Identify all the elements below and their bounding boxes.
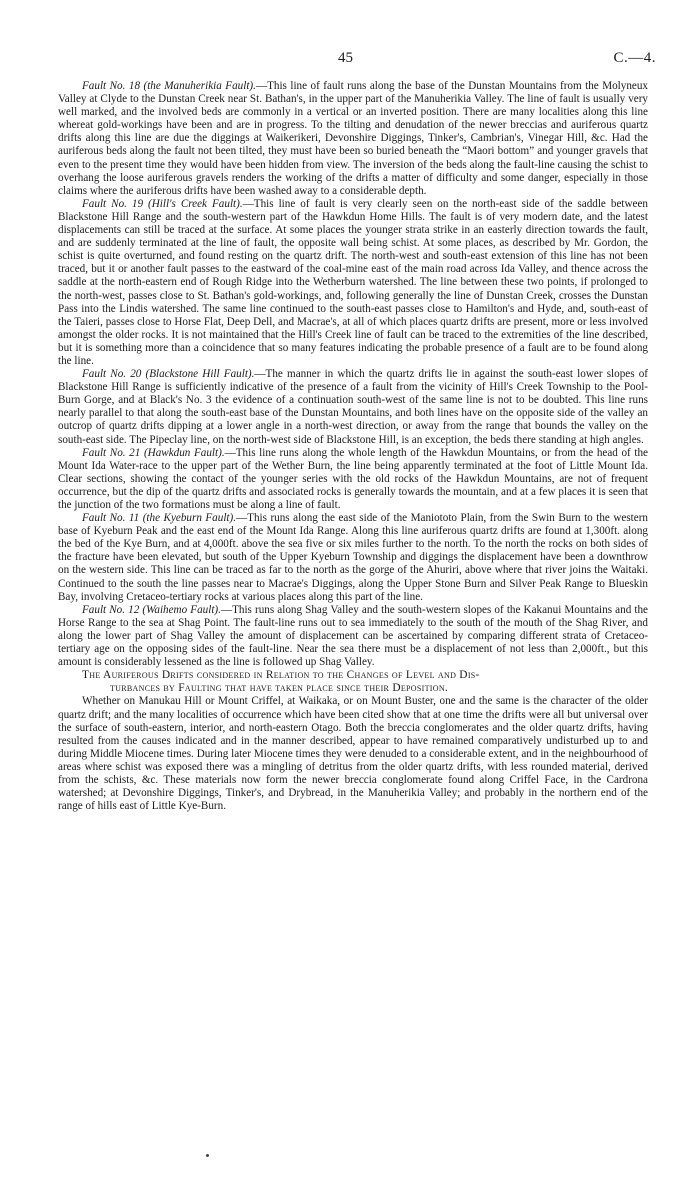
paragraph-title: Fault No. 11 (the Kyeburn Fault).: [82, 512, 237, 525]
paragraph-fault-11: [58, 512, 648, 604]
paragraph-text: —The manner in which the quartz drifts lie in against the south-east lower slopes of Blackstone Hill Range is sufficiently indicative of the presence of a fault from the vicinity of Hill's Creek Township to the Pool-Burn Gorge, and at Black's No. 3 the evidence of a continuation south-west of the same line is not to be doubted. This line runs nearly parallel to that along the south-east base of the Dunstan Mountains, and both lines have on the opposite side of the valley an outcrop of quartz drifts dipping at a lower angle in a north-west direction, or away from the range that bounds the valley on the south-east side. The Pipeclay line, on the north-west side of Blackstone Hill, is an exception, the beds there standing at high angles.: [58, 368, 648, 446]
section-heading-line-2: turbances by Faulting that have taken place since their Deposition.: [110, 682, 449, 695]
paragraph-fault-12: [58, 604, 648, 669]
paragraph-text: —This line runs along the whole length of the Hawkdun Mountains, or from the head of the Mount Ida Water-race to the upper part of the Wether Burn, the line being apparently terminated at the foot of Little Mount Ida. Clear sections, showing the contact of the younger series with the old rocks of the Hawkdun Mountains, are not of frequent occurrence, but the dip of the quartz drifts and associated rocks is generally towards the mountain, and at a few places it is seen that the junction of the two formations must be along a line of fault.: [58, 446, 648, 511]
paragraph-title: Fault No. 20 (Blackstone Hill Fault).: [82, 368, 255, 381]
paragraph-title: Fault No. 18 (the Manuherikia Fault).: [82, 80, 256, 92]
paragraph-text: —This runs along Shag Valley and the south-western slopes of the Kakanui Mountains and the Horse Range to the sea at Shag Point. The fault-line runs out to sea immediately to the south of the mouth of the Shag River, and along the lower part of Shag Valley the amount of displacement can be ascertained by comparing different strata of Cretaceo-tertiary age on the opposing sides of the fault-line. Near the sea there must be a displacement of not less than 2,000ft., but this amount is considerably lessened as the line is followed up Shag Valley.: [58, 603, 648, 669]
paragraph-text: —This runs along the east side of the Maniototo Plain, from the Swin Burn to the western base of Kyeburn Peak and the east end of the Mount Ida Range. Along this line auriferous quartz drifts are found at 1,300ft. along the bed of the Kye Burn, and at 4,000ft. above the sea five or six miles further to the north. To the north the rocks on both sides of the fracture have been elevated, but south of the Upper Kyeburn Township and diggings the displacement have been a downthrow on the western side. This line can be traced as far to the north as the gorge of the Ahuriri, above where that river joins the Waitaki. Continued to the south the line passes near to Macrae's Diggings, along the Upper Stone Burn and Silver Peak Range to Blueskin Bay, involving Cretaceo-tertiary rocks at various places along this part of the line.: [58, 512, 648, 603]
report-code: C.—4.: [613, 50, 656, 66]
page-number: 45: [338, 50, 353, 66]
paragraph-text: —This line of fault runs along the base of the Dunstan Mountains from the Molyneux Valley at Clyde to the Dunstan Creek near St. Bathan's, in the upper part of the Manuherikia Valley. The line of fault is usually very well marked, and the involved beds are commonly in a vertical or an inverted position. There are many localities along this line whereat gold-workings have been and are in progress. To the tilting and denudation of the newer breccias and auriferous quartz drifts along this line are due the diggings at Waikerikeri, Devonshire Diggings, Tinker's, Cambrian's, Vinegar Hill, &c. Had the auriferous beds along the fault not been tilted, they must have been so buried beneath the “Maori bottom” and younger gravels that even to the present time they would have been hidden from view. The inversion of the beds along the fault-line causing the schist to overhang the loose auriferous gravels renders the working of the drifts a matter of difficulty and some danger, especially in those claims where the auriferous drifts have been washed away to a considerable depth.: [58, 80, 648, 197]
paragraph-fault-19: [58, 198, 648, 368]
paragraph-fault-20: [58, 368, 648, 447]
paragraph-title: Fault No. 12 (Waihemo Fault).: [82, 603, 221, 616]
section-heading: [58, 669, 648, 695]
paragraph-fault-21: [58, 447, 648, 512]
page-header: [0, 50, 700, 70]
paragraph-fault-18: [58, 80, 648, 198]
paragraph-title: Fault No. 21 (Hawkdun Fault).: [82, 446, 225, 459]
section-heading-line-1: The Auriferous Drifts considered in Relation to the Changes of Level and Dis-: [82, 669, 480, 682]
closing-paragraph: Whether on Manukau Hill or Mount Criffel, at Waikaka, or on Mount Buster, one and the same is the character of the older quartz drift; and the many localities of occurrence which have been cited show that at one time the drifts were all but universal over the surface of south-eastern, interior, and north-eastern Otago. Both the breccia conglomerates and the older quartz drifts, having resulted from the causes indicated and in the manner described, appear to have remained comparatively undisturbed up to and during Middle Miocene times. During later Miocene times they were denuded to a considerable extent, and in the neighbourhood of areas where schist was exposed there was a mingling of detritus from the older quartz drifts, with less rounded material, derived from the schists, &c. These materials now form the newer breccia conglomerate found along Criffel Face, in the Cardrona watershed; at Devonshire Diggings, Tinker's, and Drybread, in the Manuherikia Valley; and probably in the northern end of the range of hills east of Little Kye-Burn.: [58, 695, 648, 813]
paragraph-text: —This line of fault is very clearly seen on the north-east side of the saddle between Blackstone Hill Range and the south-western part of the Hawkdun Home Hills. The fault is of very modern date, and the latest displacements can still be traced at the surface. At some places the younger strata strike in an easterly direction towards the fault, and are suddenly terminated at the line of fault, the opposite wall being schist. At some places, as described by Mr. Gordon, the schist is quite overturned, and found resting on the quartz drift. The north-west and south-east extension of this line has not been traced, but it or another fault passes to the eastward of the coal-mine east of the main road across Ida Valley, and thence across the saddle at the north-eastern end of Rough Ridge into the Wetherburn watershed. The line between these two points, if prolonged to the north-west, passes close to St. Bathan's gold-workings, and, following generally the line of Dunstan Creek, crosses the Dunstan Pass into the Lindis watershed. The same line continued to the south-east passes close to Hamilton's and Hyde, and, south-east of the Taieri, passes close to Horse Flat, Deep Dell, and Macrae's, at all of which places quartz drifts are present, more or less involved amongst the older rocks. It is not maintained that the Hill's Creek line of fault can be traced to the extremities of the line described, but it is something more than a coincidence that so many features indicating the probable presence of a fault are to be found along the line.: [58, 197, 648, 367]
document-body: [58, 80, 648, 813]
page-speck-mark: [206, 1154, 209, 1157]
paragraph-title: Fault No. 19 (Hill's Creek Fault).: [82, 197, 243, 210]
